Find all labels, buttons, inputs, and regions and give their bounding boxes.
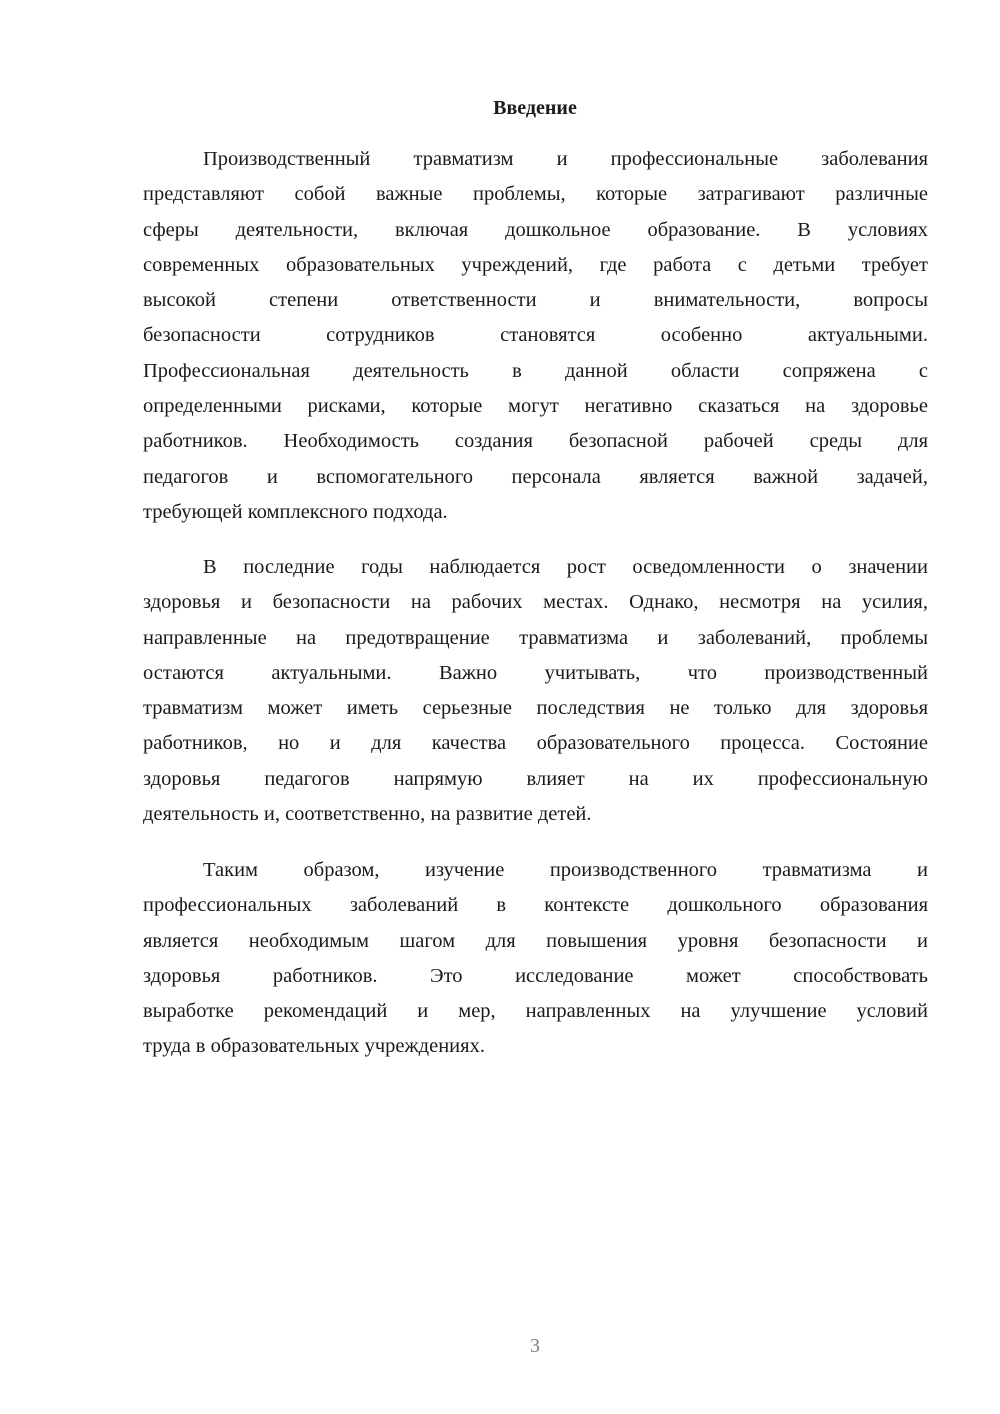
text-line: педагогов и вспомогательного персонала является важной задачей,	[143, 465, 928, 488]
text-line: травматизм может иметь серьезные последствия не только для здоровья	[143, 697, 928, 720]
text-line: здоровья педагогов напрямую влияет на их профессиональную	[143, 767, 928, 790]
text-line: направленные на предотвращение травматизма и заболеваний, проблемы	[143, 626, 928, 649]
text-line: требующей комплексного подхода.	[143, 500, 448, 523]
text-line: здоровья работников. Это исследование может способствовать	[143, 964, 928, 987]
section-title: Введение	[493, 97, 577, 119]
text-line: работников. Необходимость создания безопасной рабочей среды для	[143, 430, 928, 453]
text-line: Производственный травматизм и профессиональные заболевания	[203, 148, 928, 170]
text-line: деятельность и, соответственно, на развитие детей.	[143, 803, 592, 826]
paragraph-2	[143, 550, 928, 832]
paragraph-1	[143, 142, 928, 530]
text-line: современных образовательных учреждений, где работа с детьми требует	[143, 253, 928, 276]
text-line: является необходимым шагом для повышения уровня безопасности и	[143, 929, 928, 952]
text-line: безопасности сотрудников становятся особенно актуальными.	[143, 324, 928, 347]
paragraph-3	[143, 853, 928, 1065]
text-line: труда в образовательных учреждениях.	[143, 1035, 485, 1058]
text-line: здоровья и безопасности на рабочих местах. Однако, несмотря на усилия,	[143, 591, 928, 614]
text-line: определенными рисками, которые могут негативно сказаться на здоровье	[143, 395, 928, 418]
text-line: выработке рекомендаций и мер, направленных на улучшение условий	[143, 1000, 928, 1023]
text-line: Профессиональная деятельность в данной области сопряжена с	[143, 359, 928, 382]
page-number: 3	[530, 1335, 540, 1357]
text-line: В последние годы наблюдается рост осведомленности о значении	[203, 556, 928, 578]
text-line: профессиональных заболеваний в контексте дошкольного образования	[143, 894, 928, 917]
text-line: высокой степени ответственности и внимательности, вопросы	[143, 289, 928, 312]
text-line: Таким образом, изучение производственного травматизма и	[203, 859, 928, 881]
text-line: работников, но и для качества образовательного процесса. Состояние	[143, 732, 928, 755]
text-line: остаются актуальными. Важно учитывать, что производственный	[143, 661, 928, 684]
text-line: сферы деятельности, включая дошкольное образование. В условиях	[143, 218, 928, 241]
text-line: представляют собой важные проблемы, которые затрагивают различные	[143, 183, 928, 206]
